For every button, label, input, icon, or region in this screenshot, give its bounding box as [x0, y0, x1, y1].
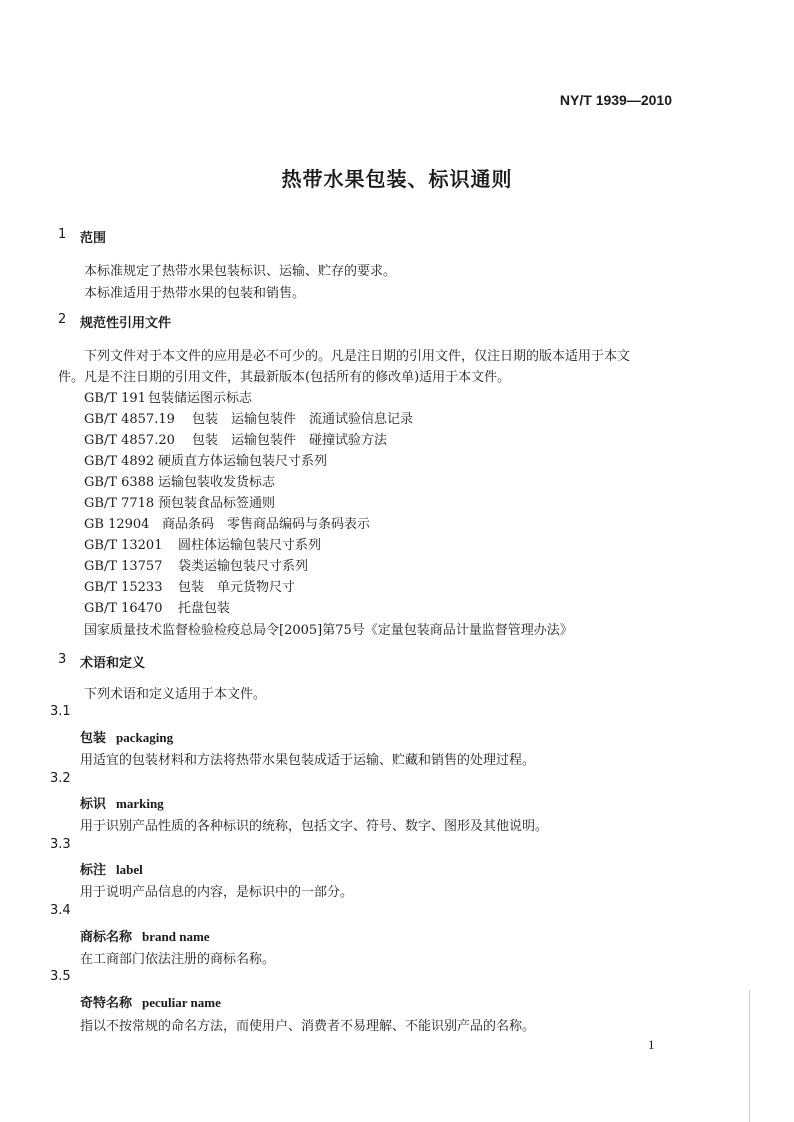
- reference-item: [84, 534, 321, 553]
- section-2-intro-line-2: 件。凡是不注日期的引用文件，其最新版本(包括所有的修改单)适用于本文件。: [58, 370, 511, 385]
- term-number: 3.4: [50, 903, 71, 918]
- term-zh: 奇特名称: [80, 996, 133, 1011]
- reference-item: [84, 408, 413, 427]
- term-en: peculiar name: [142, 995, 221, 1010]
- term-en: brand name: [142, 929, 210, 944]
- reference-code: GB/T 6388: [84, 475, 155, 490]
- reference-title: 包装 运输包装件 流通试验信息记录: [192, 412, 414, 427]
- section-1-paragraph-1: 本标准规定了热带水果包装标识、运输、贮存的要求。: [84, 264, 397, 279]
- reference-code: GB/T 4857.20: [84, 433, 175, 448]
- reference-title: 运输包装收发货标志: [158, 475, 276, 490]
- reference-code: GB/T 4857.19: [84, 412, 175, 427]
- reference-item: [84, 513, 370, 532]
- section-2-number: 2: [58, 312, 67, 327]
- reference-title: 预包装食品标签通则: [158, 496, 276, 511]
- term-number: 3.5: [50, 969, 71, 984]
- term-zh: 商标名称: [80, 930, 133, 945]
- reference-code: GB 12904: [84, 517, 150, 532]
- reference-item: [84, 492, 275, 511]
- page-number: 1: [648, 1037, 655, 1052]
- reference-code: GB/T 16470: [84, 601, 163, 616]
- section-1-number: 1: [58, 227, 67, 242]
- reference-title: 袋类运输包装尺寸系列: [178, 559, 309, 574]
- term-heading: [80, 793, 164, 812]
- decree-reference: 国家质量技术监督检验检疫总局令[2005]第75号《定量包装商品计量监督管理办法》: [84, 623, 573, 638]
- reference-item: [84, 387, 252, 406]
- term-number: 3.2: [50, 771, 71, 786]
- section-2-title: 规范性引用文件: [80, 316, 172, 331]
- reference-title: 圆柱体运输包装尺寸系列: [178, 538, 322, 553]
- reference-item: [84, 576, 295, 595]
- term-definition: 在工商部门依法注册的商标名称。: [80, 952, 276, 967]
- term-heading: [80, 859, 143, 878]
- term-heading: [80, 727, 173, 746]
- reference-title: 商品条码 零售商品编码与条码表示: [162, 517, 371, 532]
- term-heading: [80, 992, 221, 1011]
- term-definition: 用于说明产品信息的内容，是标识中的一部分。: [80, 885, 354, 900]
- term-zh: 包装: [80, 731, 107, 746]
- reference-item: [84, 450, 327, 469]
- term-number: 3.3: [50, 837, 71, 852]
- reference-title: 包装储运图示标志: [148, 391, 253, 406]
- term-definition: 指以不按常规的命名方法，而使用户、消费者不易理解、不能识别产品的名称。: [80, 1019, 536, 1034]
- term-number: 3.1: [50, 704, 71, 719]
- document-title: 热带水果包装、标识通则: [281, 167, 513, 191]
- term-en: marking: [116, 796, 164, 811]
- reference-title: 硬质直方体运输包装尺寸系列: [158, 454, 328, 469]
- reference-title: 包装 运输包装件 碰撞试验方法: [192, 433, 388, 448]
- reference-item: [84, 471, 275, 490]
- reference-code: GB/T 7718: [84, 496, 155, 511]
- section-3-number: 3: [58, 652, 67, 667]
- reference-item: [84, 597, 230, 616]
- reference-code: GB/T 15233: [84, 580, 163, 595]
- reference-title: 包装 单元货物尺寸: [178, 580, 296, 595]
- section-3-intro: 下列术语和定义适用于本文件。: [84, 687, 267, 702]
- term-zh: 标识: [80, 797, 107, 812]
- section-2-intro-line-1: 下列文件对于本文件的应用是必不可少的。凡是注日期的引用文件，仅注日期的版本适用于本文: [84, 349, 631, 364]
- reference-code: GB/T 13757: [84, 559, 163, 574]
- section-3-title: 术语和定义: [80, 656, 146, 671]
- section-1-paragraph-2: 本标准适用于热带水果的包装和销售。: [84, 286, 306, 301]
- term-heading: [80, 926, 210, 945]
- scan-edge-line: [749, 990, 750, 1122]
- term-en: label: [116, 862, 143, 877]
- reference-code: GB/T 4892: [84, 454, 155, 469]
- reference-item: [84, 429, 387, 448]
- term-zh: 标注: [80, 863, 107, 878]
- reference-code: GB/T 191: [84, 391, 146, 406]
- reference-title: 托盘包装: [178, 601, 231, 616]
- reference-item: [84, 555, 308, 574]
- term-en: packaging: [116, 730, 174, 745]
- term-definition: 用适宜的包装材料和方法将热带水果包装成适于运输、贮藏和销售的处理过程。: [80, 753, 536, 768]
- reference-code: GB/T 13201: [84, 538, 163, 553]
- section-1-title: 范围: [80, 231, 107, 246]
- standard-code: NY/T 1939—2010: [559, 92, 672, 108]
- term-definition: 用于识别产品性质的各种标识的统称，包括文字、符号、数字、图形及其他说明。: [80, 819, 549, 834]
